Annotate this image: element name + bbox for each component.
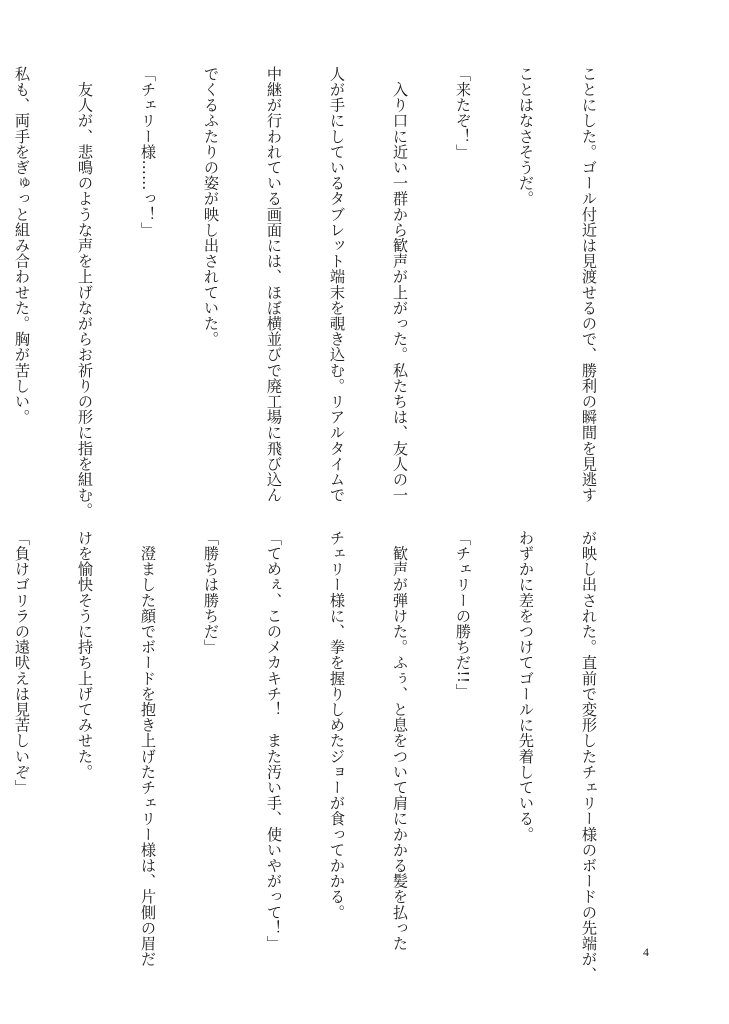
page-number: 4 xyxy=(643,945,649,959)
text-line: でくるふたりの姿が映し出されていた。 xyxy=(202,66,220,347)
text-line: 歓声が弾けた。ふぅ、と息をついて肩にかかる髪を払った xyxy=(391,530,409,952)
text-line: が映し出された。直前で変形したチェリー様のボードの先端が、 xyxy=(580,530,598,983)
text-line: わずかに差をつけてゴールに先着している。 xyxy=(517,530,535,842)
text-line: 「負けゴリラの遠吠えは見苦しいぞ」 xyxy=(13,530,31,796)
text-line: 「勝ちは勝ちだ」 xyxy=(202,530,220,655)
text-line: ことはなさそうだ。 xyxy=(517,66,535,207)
text-line: 澄ました顔でボードを抱き上げたチェリー様は、片側の眉だ xyxy=(139,530,157,967)
text-line: チェリー様に、拳を握りしめたジョーが食ってかかる。 xyxy=(328,530,346,920)
text-line: 中継が行われている画面には、ほぼ横並びで廃工場に飛び込ん xyxy=(265,66,283,503)
text-block-top xyxy=(13,66,641,519)
text-line: 「来たぞ！」 xyxy=(454,66,472,160)
text-line: 友人が、悲鳴のような声を上げながらお祈りの形に指を組む。 xyxy=(76,66,94,519)
text-line: ことにした。ゴール付近は見渡せるので、勝利の瞬間を見逃す xyxy=(580,66,598,503)
text-line: 「チェリーの勝ちだ!!」 xyxy=(454,530,472,700)
text-line: 「てめぇ、このメカキチ！ また汚い手、使いやがって！」 xyxy=(265,530,283,952)
text-block-bottom xyxy=(13,530,641,983)
text-line: 「チェリー様……っ！」 xyxy=(139,66,157,238)
text-line: 私も、両手をぎゅっと組み合わせた。胸が苦しい。 xyxy=(13,66,31,425)
text-line: けを愉快そうに持ち上げてみせた。 xyxy=(76,530,94,780)
text-line: 人が手にしているタブレット端末を覗き込む。リアルタイムで xyxy=(328,66,346,503)
text-line: 入り口に近い一群から歓声が上がった。私たちは、友人の一 xyxy=(391,66,409,503)
